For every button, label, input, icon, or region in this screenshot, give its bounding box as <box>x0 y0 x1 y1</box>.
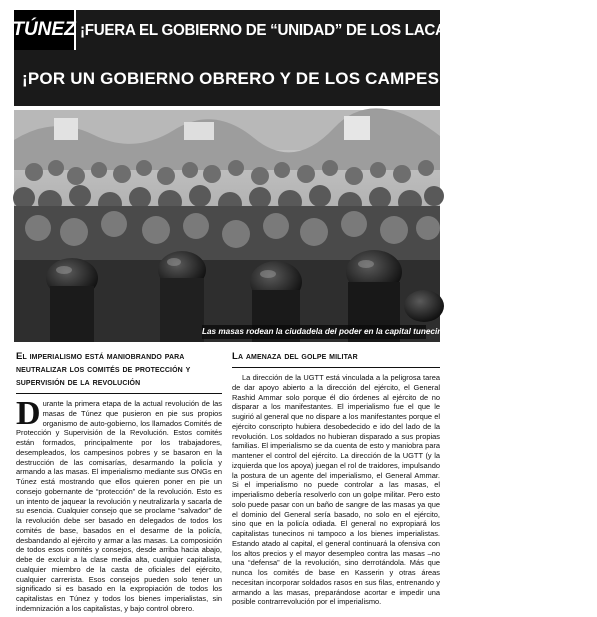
right-article-body: La dirección de la UGTT está vinculada a la peligrosa tarea de dar apoyo abierto a la dirección del ejército, el General Rashid Ammar solo porque él dio órdenes al ejército de no disparar a los manifestantes. El imperialismo fue el que le sugirió al general que no dispare a los manifestantes porque el ejército conscripto hubiera desobedecido e ido del lado de la revolución. Los soldados no hubieran disparado a sus propias familias. El imperialismo se da cuenta de esto y maniobra para mantener el control del ejército. La dirección de la UGTT (y la izquierda que los apoya) juegan el rol de traidores, impulsando la postura de un agente del imperialismo, el General Ammar. Si el imperialismo no puede controlar a las masas, el imperialismo debería resolverlo con un golpe militar. Pero esto solo puede pasar con un baño de sangre de las masas ya que el dominio del General sería basado, no solo en el ejército, sino que en la policía odiada. El general no expropiará los capitalistas tunecinos ni tampoco a los bienes imperialistas. Estando atado al capital, el general continuará la ofensiva con los altos precios y el mayor desempleo contra las masas –no una “defensa” de la revolución, sino derrotándola. Más que nunca los comités de base en Kasserin y otras áreas necesitan incorporar soldados rasos en sus filas, entrenando y armando a las masas, preparándose acortar e impedir una posible contrarrevolución por el imperialismo. <box>232 373 440 607</box>
left-article-dropcap: D <box>16 395 41 432</box>
left-article <box>16 350 222 614</box>
right-article-title: La amenaza del golpe militar <box>232 351 358 362</box>
left-article-rule <box>16 393 222 394</box>
protest-photo <box>14 110 440 342</box>
headline-secondary: ¡POR UN GOBIERNO OBRERO Y DE LOS CAMPESINOS POBRES! <box>22 69 566 88</box>
left-article-title: El imperialismo está maniobrando para neutralizar los comités de protección y supervisión de la revolución <box>16 351 191 388</box>
left-article-body <box>16 395 222 614</box>
header-banner <box>12 10 597 106</box>
left-article-text: urante la primera etapa de la actual revolución de las masas de Túnez que pusieron en pie sus propios organismo de auto-gobierno, los llamados Comités de Protección y Supervisión de la Revolución. Estos comités están formados, principalmente por los trabajadores, desempleados, los campesinos pobres y se basaron en la destrucción de las comisarías, desarmando la policía y armando a las masas. El imperialismo mediante sus ONGs en Túnez está mostrando que ellos quieren poner en pie un consejo gobernante de “protección” de la revolución. Esto es un intento de jaquear la revolución y neutralizarla y sacarla de su esencia. Cualquier consejo que se proclame “salvador” de la revolución debe ser basado en delegados de todos los comités de base, basados en el desarme de la policía, desbandando al ejército y armar a las masas. La composición de todos esos comités y consejos, desde arriba hacia abajo, debe de excluir a la clase media alta, cualquier capitalista, cualquier miembro de la casta de oficiales del ejército, cualquier carrerista. Esos consejos pueden solo tener un significado si es basado en la expropiación de todos los capitalistas en Túnez y todos los bienes imperialistas, sin indemnización a los capitalistas, y bajo control obrero. <box>16 399 222 613</box>
protest-photo-illustration <box>14 110 440 342</box>
right-article <box>232 350 440 607</box>
headline-primary: ¡FUERA EL GOBIERNO DE “UNIDAD” DE LOS LACAYOS IMPERIALISTAS! <box>80 22 597 39</box>
right-article-rule <box>232 367 440 368</box>
photo-caption: Las masas rodean la ciudadela del poder en la capital tunecina <box>202 325 426 339</box>
country-label: TÚNEZ <box>14 10 76 50</box>
